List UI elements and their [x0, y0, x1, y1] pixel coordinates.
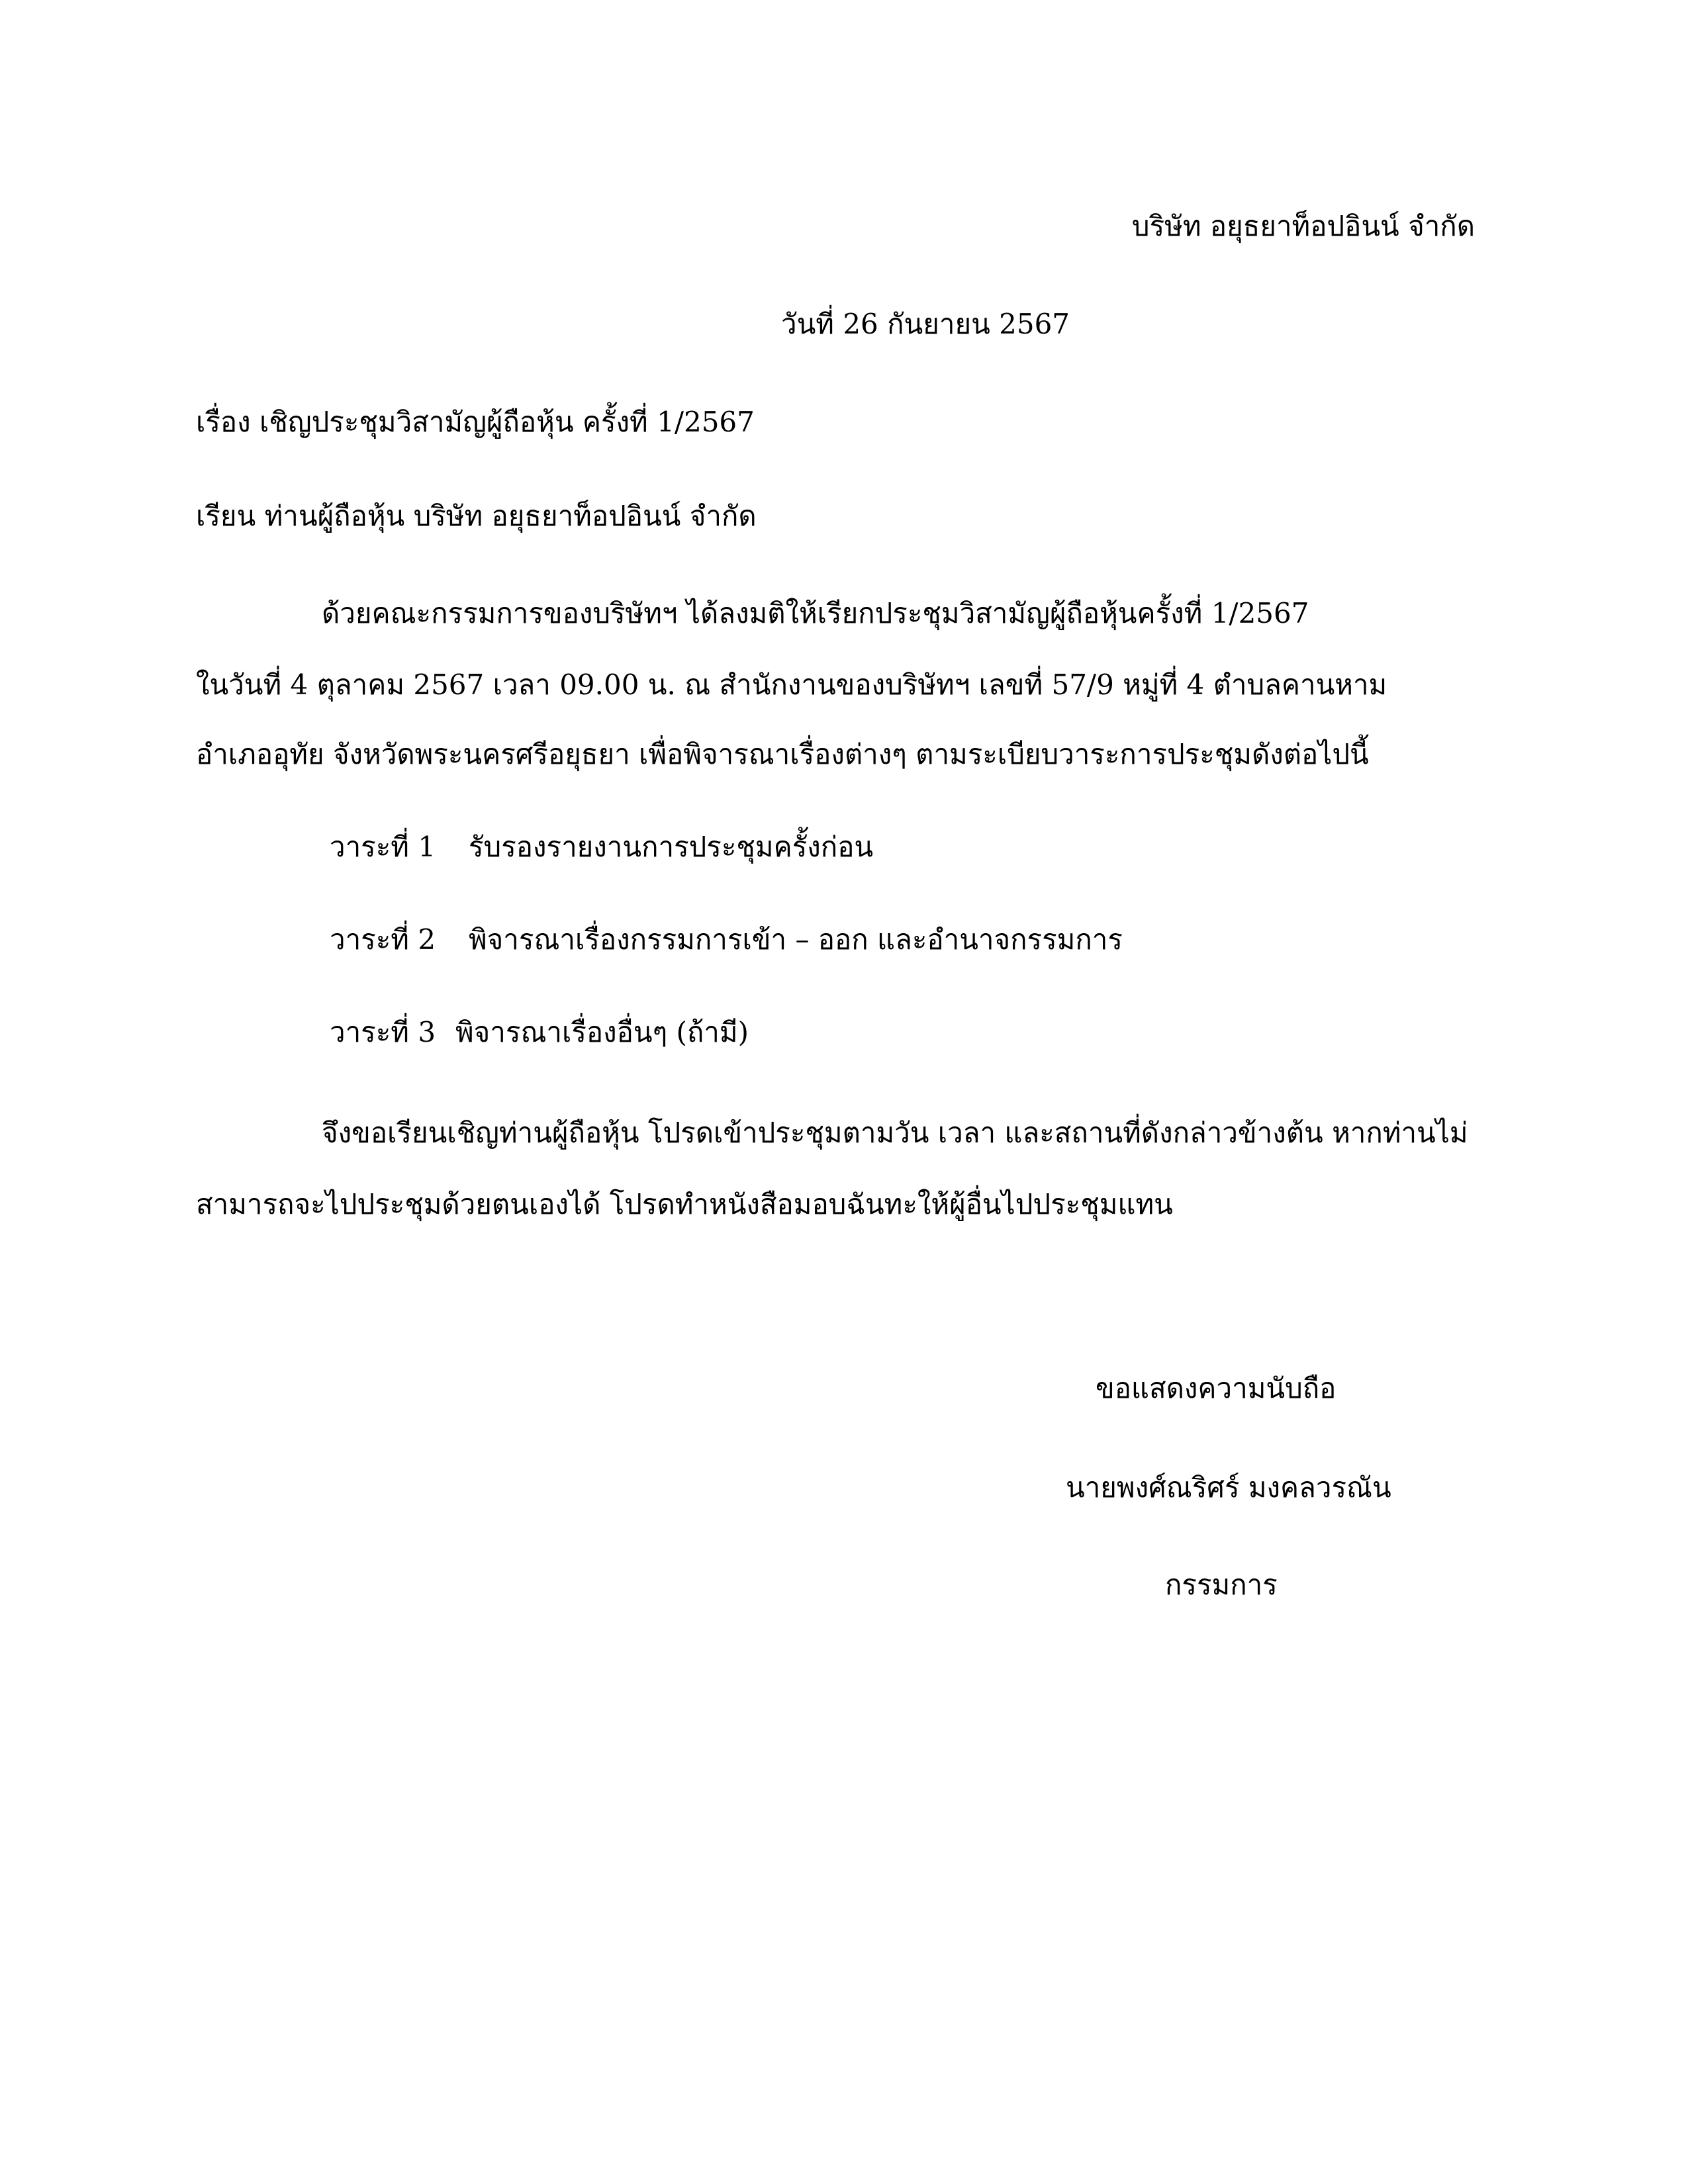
closing-phrase: ขอแสดงความนับถือ [1096, 1372, 1336, 1404]
company-header: บริษัท อยุธยาท็อปอินน์ จำกัด [1131, 210, 1475, 242]
paragraph-line: จึงขอเรียนเชิญท่านผู้ถือหุ้น โปรดเข้าประชุมตามวัน เวลา และสถานที่ดังกล่าวข้างต้น หากท่านไม่ [322, 1116, 1468, 1149]
letter-date: วันที่ 26 กันยายน 2567 [781, 308, 1070, 340]
agenda-item [330, 920, 1123, 960]
agenda-text: รับรองรายงานการประชุมครั้งก่อน [469, 831, 874, 863]
signer-name: นายพงศ์ณริศร์ มงคลวรณัน [1066, 1471, 1391, 1504]
paragraph-line: ด้วยคณะกรรมการของบริษัทฯ ได้ลงมติให้เรียกประชุมวิสามัญผู้ถือหุ้นครั้งที่ 1/2567 [322, 597, 1309, 629]
signer-position: กรรมการ [1165, 1569, 1278, 1601]
agenda-item [330, 1013, 749, 1052]
letter-addressee: เรียน ท่านผู้ถือหุ้น บริษัท อยุธยาท็อปอินน์ จำกัด [196, 500, 757, 532]
letter-subject: เรื่อง เชิญประชุมวิสามัญผู้ถือหุ้น ครั้งที่ 1/2567 [196, 406, 755, 438]
agenda-number: วาระที่ 2 [330, 923, 436, 956]
paragraph-line: สามารถจะไปประชุมด้วยตนเองได้ โปรดทำหนังสือมอบฉันทะให้ผู้อื่นไปประชุมแทน [196, 1188, 1173, 1220]
paragraph-line: อำเภออุทัย จังหวัดพระนครศรีอยุธยา เพื่อพิจารณาเรื่องต่างๆ ตามระเบียบวาระการประชุมดังต่อไปนี้ [196, 738, 1369, 770]
paragraph-line: ในวันที่ 4 ตุลาคม 2567 เวลา 09.00 น. ณ สำนักงานของบริษัทฯ เลขที่ 57/9 หมู่ที่ 4 ตำบลคานหาม [196, 668, 1387, 701]
agenda-text: พิจารณาเรื่องอื่นๆ (ถ้ามี) [455, 1016, 749, 1048]
agenda-number: วาระที่ 1 [330, 831, 436, 863]
agenda-item [330, 827, 873, 867]
agenda-number: วาระที่ 3 [330, 1016, 436, 1048]
agenda-text: พิจารณาเรื่องกรรมการเข้า – ออก และอำนาจกรรมการ [469, 923, 1123, 956]
